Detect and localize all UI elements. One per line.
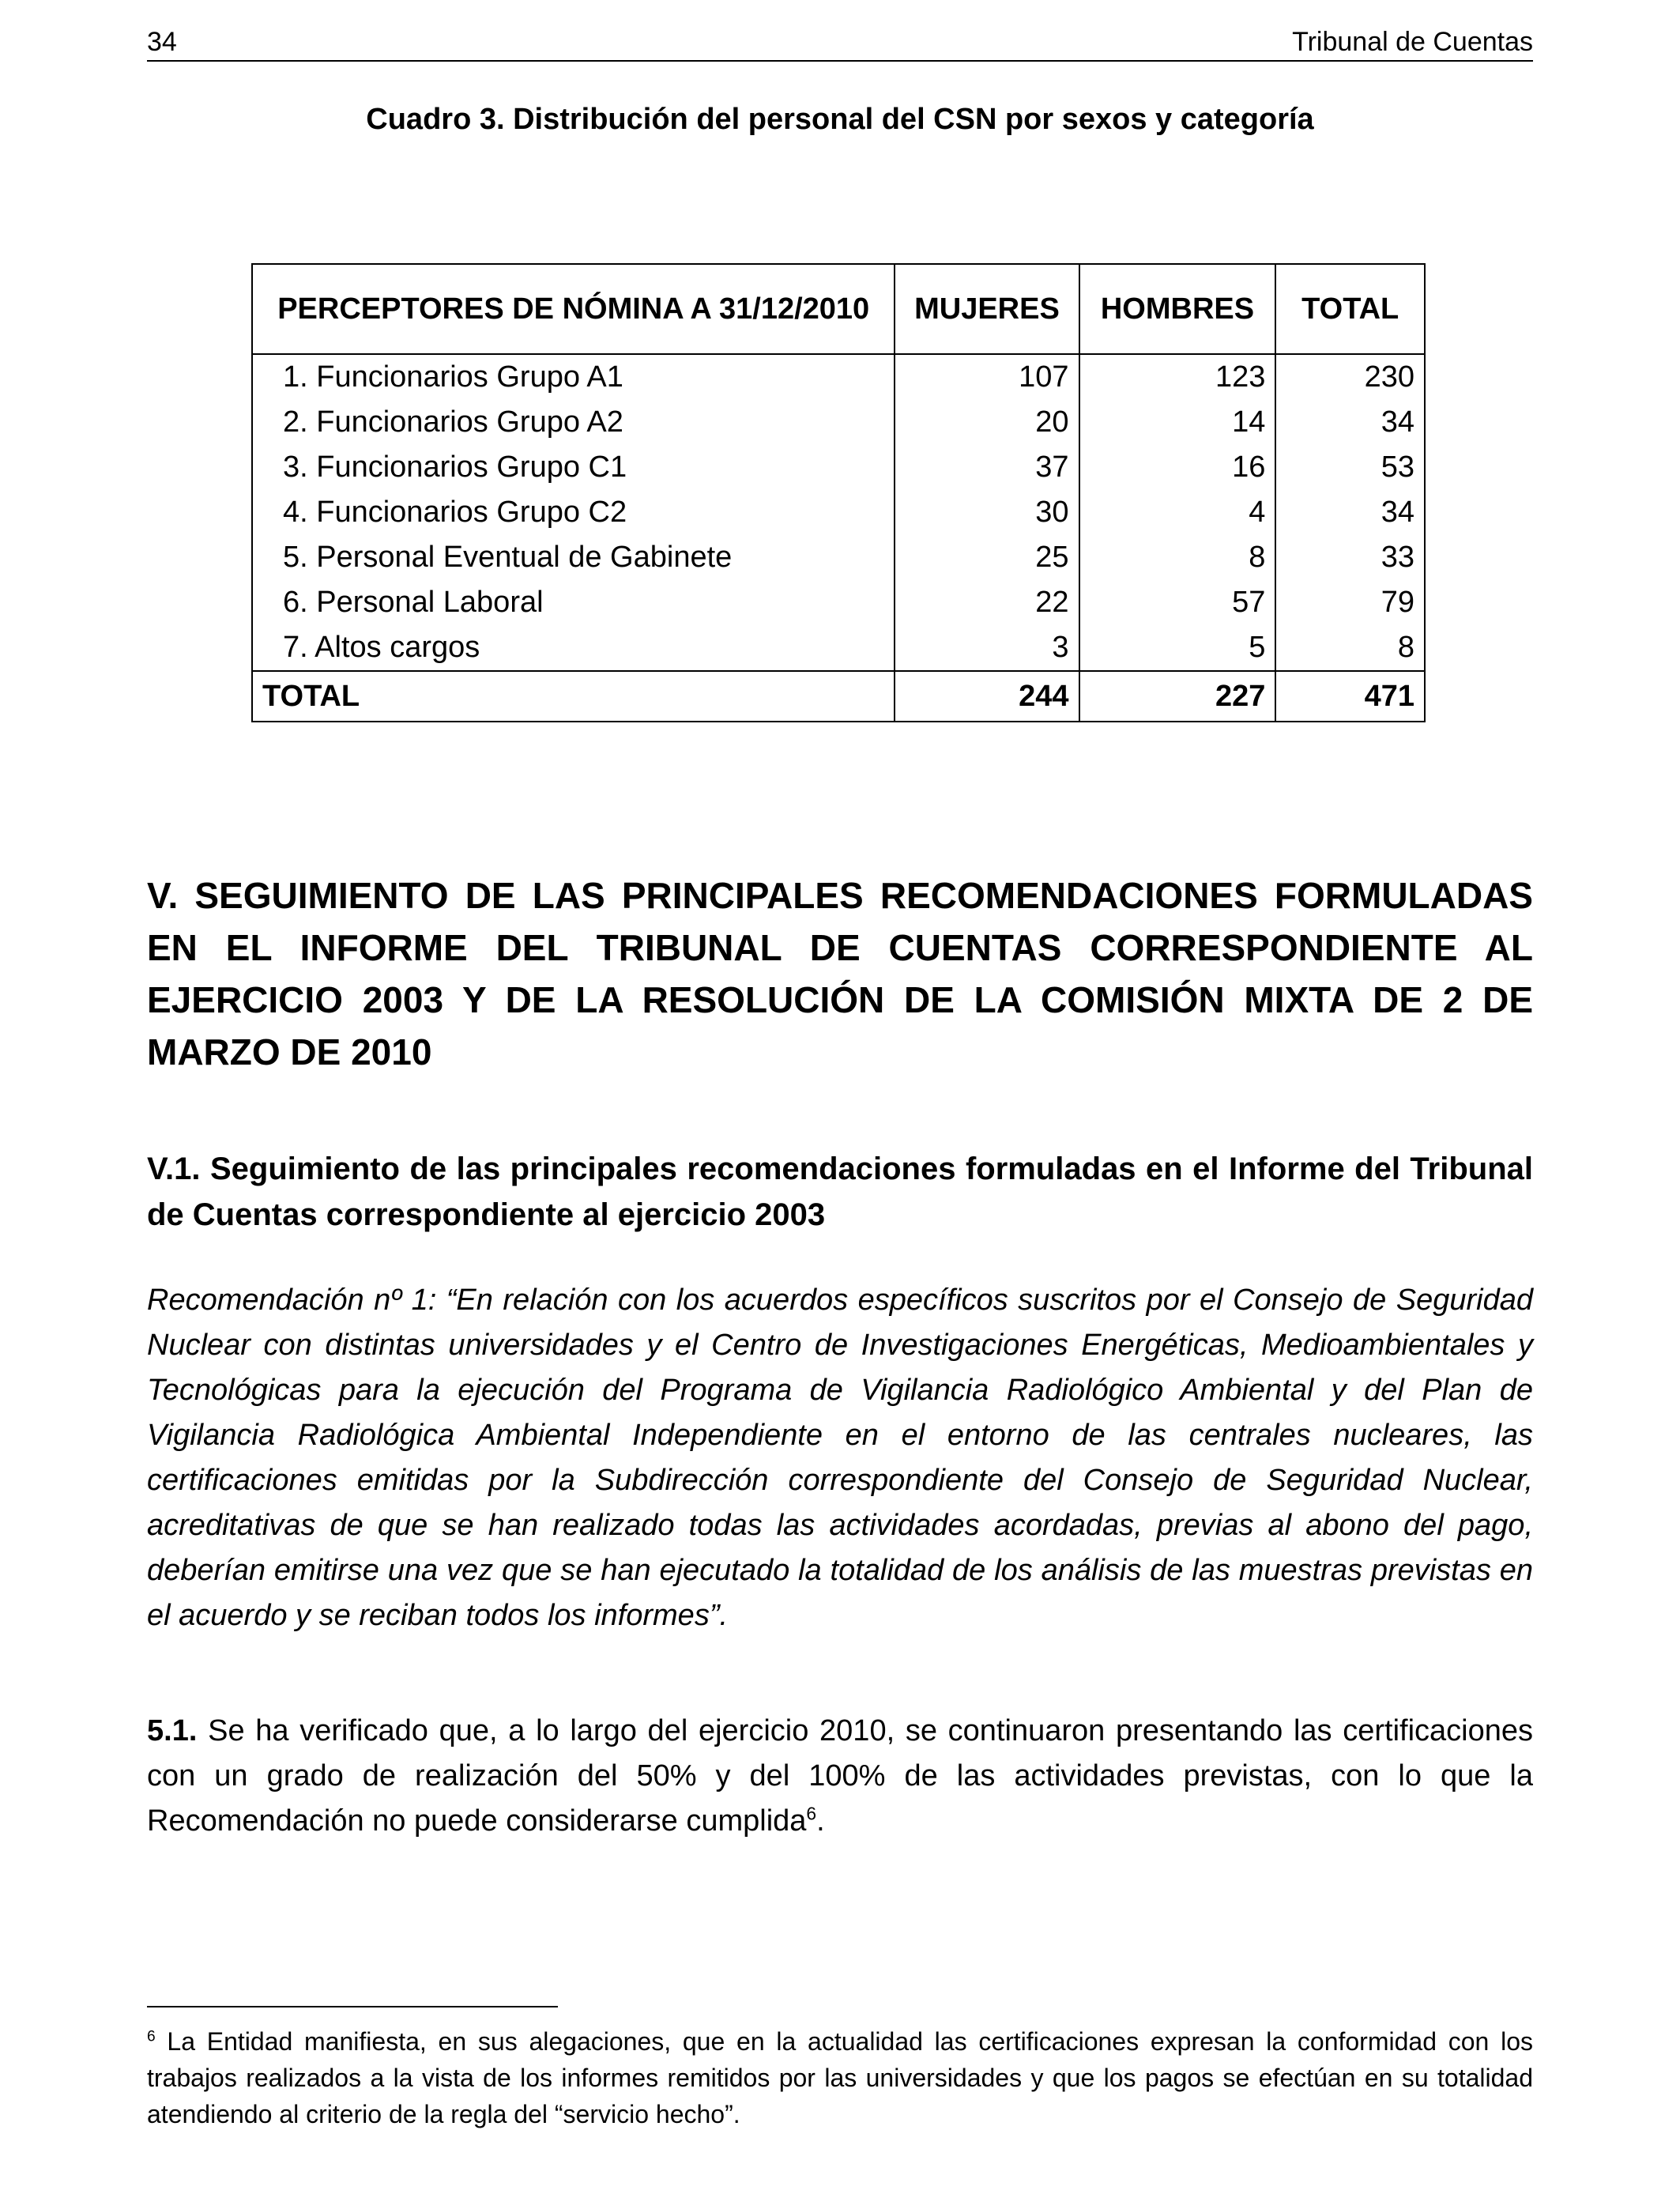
cell-hombres: 4 [1079, 490, 1276, 535]
total-total: 471 [1275, 671, 1425, 722]
table-header-row [252, 264, 1425, 354]
table-row [252, 354, 1425, 400]
finding-paragraph [147, 1709, 1533, 1844]
row-label: 1. Funcionarios Grupo A1 [252, 354, 895, 400]
footnote [147, 2023, 1533, 2132]
footnote-reference[interactable]: 6 [806, 1803, 817, 1824]
table-caption: Cuadro 3. Distribución del personal del CSN por sexos y categoría [366, 103, 1314, 136]
total-hombres: 227 [1079, 671, 1276, 722]
cell-total: 230 [1275, 354, 1425, 400]
row-label: 7. Altos cargos [252, 625, 895, 671]
row-label: 3. Funcionarios Grupo C1 [252, 445, 895, 490]
row-label: 2. Funcionarios Grupo A2 [252, 400, 895, 445]
page-header [147, 24, 1533, 62]
table-row [252, 625, 1425, 671]
cell-mujeres: 37 [895, 445, 1079, 490]
cell-mujeres: 107 [895, 354, 1079, 400]
row-label: 6. Personal Laboral [252, 580, 895, 625]
header-mujeres: MUJERES [895, 264, 1079, 354]
subsection-title: V.1. Seguimiento de las principales recomendaciones formuladas en el Informe del Tribunal de Cuentas correspondiente al ejercicio 2003 [147, 1152, 1533, 1232]
publication-name: Tribunal de Cuentas [1292, 27, 1533, 57]
cell-total: 33 [1275, 535, 1425, 580]
table-row [252, 580, 1425, 625]
cell-total: 8 [1275, 625, 1425, 671]
cell-total: 34 [1275, 490, 1425, 535]
cell-hombres: 14 [1079, 400, 1276, 445]
header-perceptores: PERCEPTORES DE NÓMINA A 31/12/2010 [252, 264, 895, 354]
recommendation-text: Recomendación nº 1: “En relación con los acuerdos específicos suscritos por el Consejo de Seguridad Nuclear con distintas universidades y el Centro de Investigaciones Energéticas, Medioambientales y Tecnológicas para la ejecución del Programa de Vigilancia Radiológico Ambiental y del Plan de Vigilancia Radiológica Ambiental Independiente en el entorno de las centrales nucleares, las certificaciones emitidas por la Subdirección correspondiente del Consejo de Seguridad Nuclear, acreditativas de que se han realizado todas las actividades acordadas, previas al abono del pago, deberían emitirse una vez que se han ejecutado la totalidad de los análisis de las muestras previstas en el acuerdo y se reciban todos los informes”. [147, 1284, 1533, 1632]
table-row [252, 400, 1425, 445]
cell-mujeres: 3 [895, 625, 1079, 671]
cell-hombres: 57 [1079, 580, 1276, 625]
total-label: TOTAL [252, 671, 895, 722]
footnote-separator [147, 2006, 558, 2007]
staff-distribution-table [251, 263, 1426, 722]
header-total: TOTAL [1275, 264, 1425, 354]
header-hombres: HOMBRES [1079, 264, 1276, 354]
page-number: 34 [147, 27, 177, 57]
table-row [252, 445, 1425, 490]
cell-mujeres: 25 [895, 535, 1079, 580]
table-total-row [252, 671, 1425, 722]
cell-total: 53 [1275, 445, 1425, 490]
cell-mujeres: 30 [895, 490, 1079, 535]
cell-mujeres: 20 [895, 400, 1079, 445]
cell-hombres: 8 [1079, 535, 1276, 580]
row-label: 5. Personal Eventual de Gabinete [252, 535, 895, 580]
cell-mujeres: 22 [895, 580, 1079, 625]
total-mujeres: 244 [895, 671, 1079, 722]
paragraph-text: Se ha verificado que, a lo largo del ejercicio 2010, se continuaron presentando las certificaciones con un grado de realización del 50% y del 100% de las actividades previstas, con lo que la Recomendación no puede considerarse cumplida [147, 1714, 1533, 1838]
cell-hombres: 123 [1079, 354, 1276, 400]
footnote-text: La Entidad manifiesta, en sus alegaciones, que en la actualidad las certificaciones expresan la conformidad con los trabajos realizados a la vista de los informes remitidos por las universidades y que los pagos se efectúan en su totalidad atendiendo al criterio de la regla del “servicio hecho”. [147, 2027, 1533, 2128]
table-row [252, 535, 1425, 580]
paragraph-end: . [816, 1804, 825, 1838]
section-title: V. SEGUIMIENTO DE LAS PRINCIPALES RECOMENDACIONES FORMULADAS EN EL INFORME DEL TRIBUNAL DE CUENTAS CORRESPONDIENTE AL EJERCICIO 2003 Y DE LA RESOLUCIÓN DE LA COMISIÓN MIXTA DE 2 DE MARZO DE 2010 [147, 875, 1533, 1072]
cell-total: 79 [1275, 580, 1425, 625]
cell-total: 34 [1275, 400, 1425, 445]
row-label: 4. Funcionarios Grupo C2 [252, 490, 895, 535]
cell-hombres: 16 [1079, 445, 1276, 490]
table-row [252, 490, 1425, 535]
cell-hombres: 5 [1079, 625, 1276, 671]
paragraph-number: 5.1. [147, 1714, 198, 1747]
footnote-mark: 6 [147, 2028, 156, 2045]
